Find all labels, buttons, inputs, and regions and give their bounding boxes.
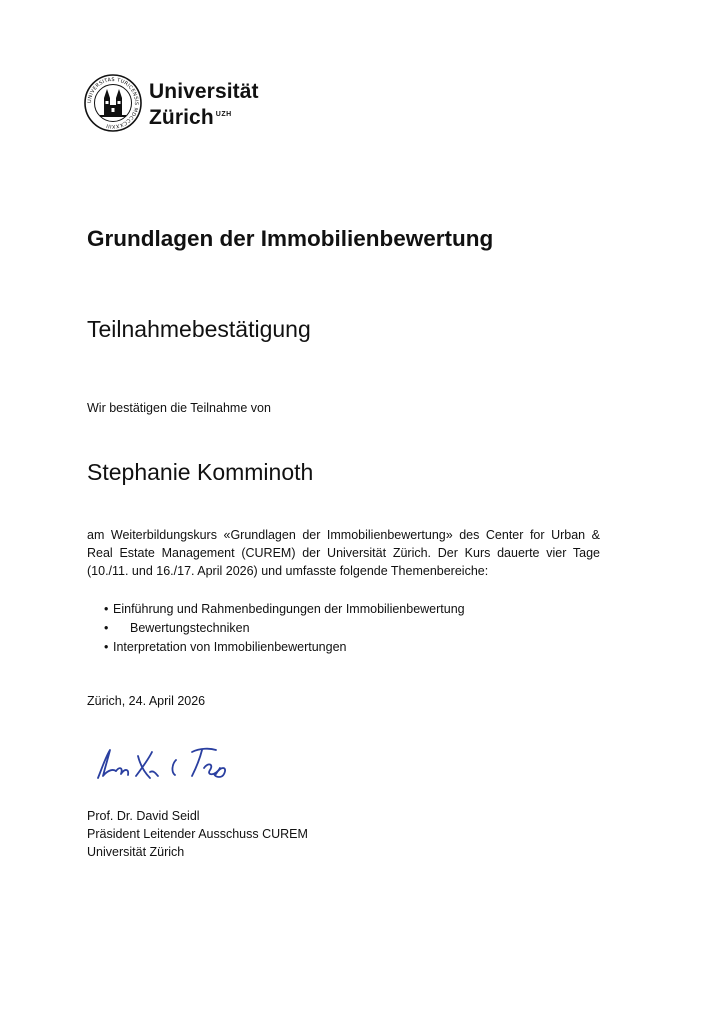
list-item: • Einführung und Rahmenbedingungen der Immobilienbewertung (104, 600, 465, 619)
intro-text: Wir bestätigen die Teilnahme von (87, 401, 271, 415)
university-logo (84, 74, 264, 136)
seal-lettering: UNIVERSITAS TURICENSIS MDCCCXXXIII (86, 76, 140, 130)
place-date: Zürich, 24. April 2026 (87, 694, 206, 708)
signer-block (87, 807, 308, 861)
university-seal-icon (84, 74, 142, 132)
signer-name: Prof. Dr. David Seidl (87, 809, 200, 823)
list-item: • Bewertungstechniken (104, 619, 465, 638)
university-name-line1: Universität (149, 80, 259, 103)
document-title: Teilnahmebestätigung (87, 316, 311, 342)
list-item: • Interpretation von Immobilienbewertungen (104, 638, 465, 657)
university-name (149, 80, 259, 129)
signer-institution: Universität Zürich (87, 845, 185, 859)
topic-list (104, 600, 465, 657)
signature-image (92, 738, 232, 786)
university-name-line2: Zürich (149, 106, 214, 129)
signer-role: Präsident Leitender Ausschuss CUREM (87, 827, 308, 841)
course-title: Grundlagen der Immobilienbewertung (87, 226, 494, 251)
course-description: am Weiterbildungskurs «Grundlagen der Immobilienbewertung» des Center for Urban & Real Estate Management (CUREM) der Universität Zürich. Der Kurs dauerte vier Tage (10./11. und 16./17. April 2026) und umfasste folgende Themenbereiche: (87, 528, 600, 578)
participant-name: Stephanie Komminoth (87, 459, 314, 485)
uzh-superscript: UZH (215, 111, 232, 118)
